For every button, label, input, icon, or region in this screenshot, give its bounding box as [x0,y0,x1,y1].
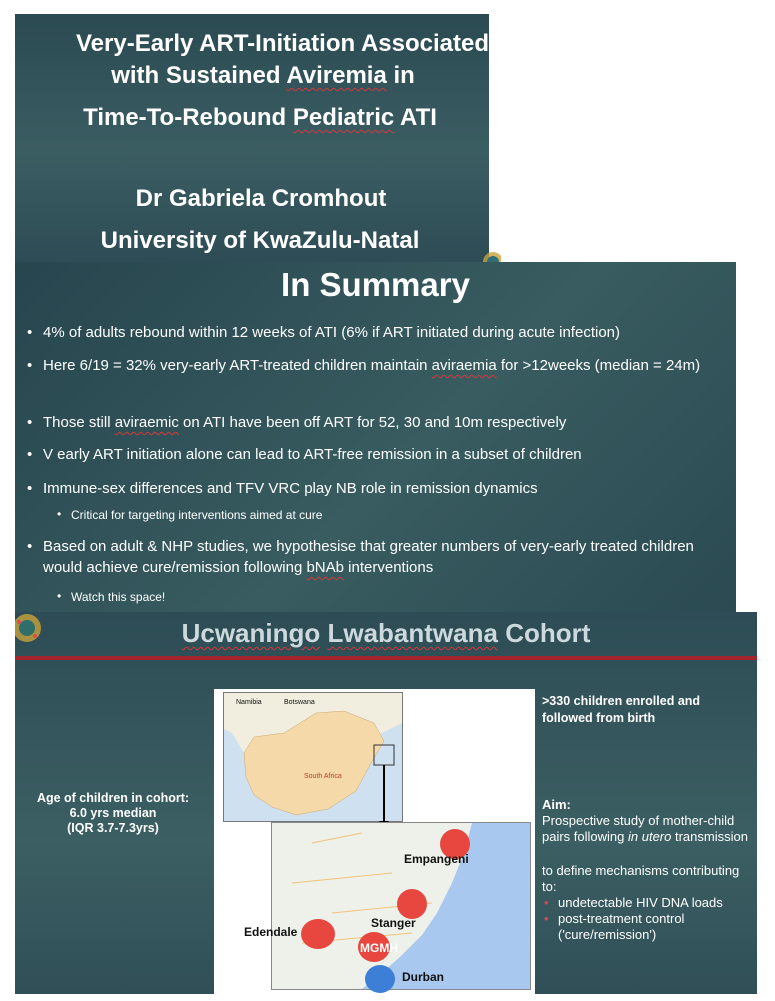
age-summary: Age of children in cohort: 6.0 yrs median (IQR 3.7-7.3yrs) [36,791,190,835]
summary-bullet-6: • Based on adult & NHP studies, we hypothesise that greater numbers of very-early treated children would achieve cure/remission following bNAb interventions [25,536,733,578]
title-divider [15,656,757,660]
cohort-title: Ucwaningo Lwabantwana Cohort [181,618,591,648]
durban-label: Durban [402,970,444,984]
summary-subbullet-5: • Critical for targeting interventions aimed at cure [53,508,322,522]
stanger-label: Stanger [371,916,416,930]
aim-label: Aim: [542,797,571,812]
cohort-map [214,689,535,995]
summary-bullet-4: • V early ART initiation alone can lead to ART-free remission in a subset of children [25,444,733,465]
summary-bullet-1: • 4% of adults rebound within 12 weeks of ATI (6% if ART initiated during acute infection) [25,322,733,343]
aim-point-1: • undetectable HIV DNA loads [542,895,757,911]
summary-bullet-2: • Here 6/19 = 32% very-early ART-treated children maintain aviraemia for >12weeks (median = 24m) [25,355,713,376]
botswana-label: Botswana [284,699,315,706]
define-text: to define mechanisms contributing to: [542,863,740,894]
aim-point-2: • post-treatment control [542,911,757,927]
edendale-marker [301,919,335,949]
aim-point-2-note: ('cure/remission') [558,927,657,942]
namibia-label: Namibia [236,699,262,706]
affiliation: University of KwaZulu-Natal [100,227,420,254]
aim-text: Prospective study of mother-child pairs following in utero transmission [542,813,748,844]
cohort-slide [15,612,757,994]
author-name: Dr Gabriela Cromhout [135,185,387,212]
aim-block [542,797,757,943]
title-line-3: Time-To-Rebound Pediatric ATI [83,104,437,131]
empangeni-label: Empangeni [404,852,469,866]
stanger-marker [397,889,427,919]
enrolled-note: >330 children enrolled and followed from birth [542,694,701,725]
title-line-1: Very-Early ART-Initiation Associated [75,30,489,57]
south-africa-label: South Africa [304,773,342,780]
summary-bullet-5: • Immune-sex differences and TFV VRC play NB role in remission dynamics [25,478,733,499]
edendale-label: Edendale [244,925,298,939]
durban-marker [365,965,395,993]
summary-slide [15,262,736,612]
title-slide [15,14,489,262]
summary-subbullet-6: • Watch this space! [53,590,165,604]
summary-title: In Summary [281,266,470,303]
summary-bullet-3: • Those still aviraemic on ATI have been off ART for 52, 30 and 10m respectively [25,412,733,433]
title-line-2: with Sustained Aviremia in [111,62,415,89]
mgmh-label: MGMH [360,941,398,955]
